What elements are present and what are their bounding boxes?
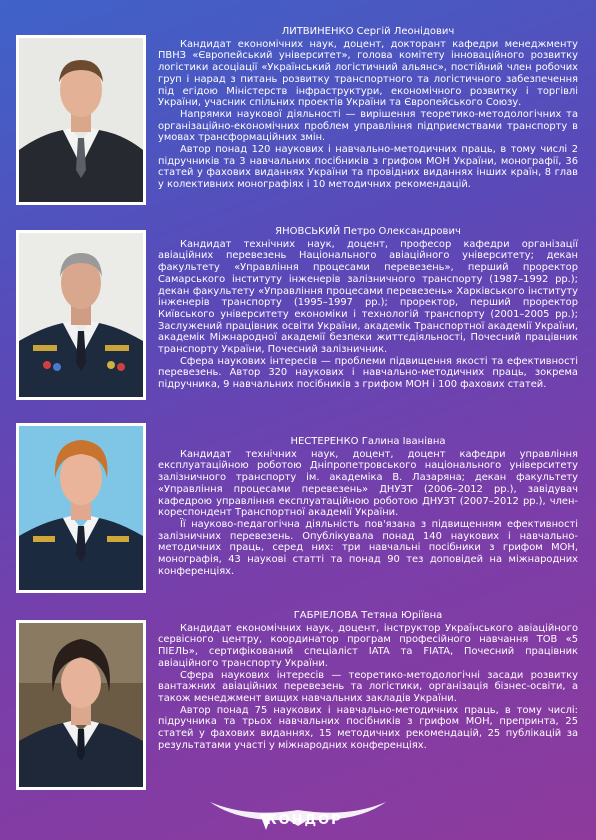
portrait-image — [19, 233, 143, 397]
bio-paragraph: Сфера наукових інтересів — теоретико-методологічні засади розвитку вантажних авіаційних перевезень та логістики, організація бізнес-освіти, а також менеджмент вищих навчальних закладів України. — [158, 669, 578, 704]
bio-paragraph: Автор понад 75 наукових і навчально-методичних праць, в тому числі: підручника та трьох навчальних посібників з грифом МОН, препринта, 25 статей у фахових виданнях, 15 методичних рекомендацій, 25 публікацій за результатами участі у міжнародних конференціях. — [158, 704, 578, 751]
person-name: ЯНОВСЬКИЙ Петро Олександрович — [275, 226, 461, 237]
person-name: НЕСТЕРЕНКО Галина Іванівна — [290, 436, 446, 447]
portrait-photo-lytvynenko — [16, 35, 146, 205]
bio-gabrielova — [158, 610, 578, 751]
portrait-image — [19, 623, 143, 787]
bio-paragraph: Напрямки наукової діяльності — вирішення теоретико-методологічних та організаційно-економічних проблем управління підприємствами транспорту в умовах трансформаційних змін. — [158, 108, 578, 144]
bio-paragraph: Кандидат технічних наук, доцент, професор кафедри організації авіаційних перевезень Національного авіаційного університету; декан факультету «Управління процесами перевезень», перший проректор Самарського інституту інженерів залізничного транспорту (1987–1992 рр.); декан факультету «Управління процесами перевезень» Харківського інституту інженерів транспорту (1995–1997 рр.); проректор, перший проректор Київського університету економіки і технологій транспорту (2001–2005 рр.); Заслужений працівник освіти України, академік Транспортної академії України, академік Міжнародної академії безпеки життєдіяльності, Почесний працівник транспорту України, Почесний залізничник. — [158, 238, 578, 356]
person-name: ГАБРІЕЛОВА Тетяна Юріївна — [293, 610, 443, 621]
bio-paragraph: Кандидат технічних наук, доцент, доцент кафедри управління експлуатаційною роботою Дніпропетровського національного університету залізничного транспорту ім. академіка В. Лазаряна; декан факультету «Управління процесами перевезень» ДНУЗТ (2006–2012 рр.), завідувач кафедрою управління експлуатаційною роботою ДНУЗТ (2007–2012 рр.), член-кореспондент Транспортної академії України. — [158, 448, 578, 519]
bio-nesterenko — [158, 436, 578, 577]
portrait-image — [19, 38, 143, 202]
kondor-logo — [208, 796, 388, 836]
bio-paragraph: Кандидат економічних наук, доцент, інструктор Українського авіаційного сервісного центру, координатор програм професійного навчання ТОВ «5 ПІЕЛЬ», сертифікований спеціаліст IATA та FIATA, Почесний працівник авіаційного транспорту України. — [158, 622, 578, 669]
portrait-photo-gabrielova — [16, 620, 146, 790]
person-name: ЛИТВИНЕНКО Сергій Леонідович — [281, 26, 455, 37]
bio-paragraph: Автор понад 120 наукових і навчально-методичних праць, в тому числі 2 підручників та 3 навчальних посібників з грифом МОН України, монографії, 36 статей у фахових виданнях України та провідних виданнях інших країн, 8 глав у колективних монографіях і 10 методичних рекомендацій. — [158, 144, 578, 191]
logo-text: КОНДОР — [266, 813, 343, 828]
bio-yanovskyi — [158, 226, 578, 391]
portrait-photo-nesterenko — [16, 423, 146, 593]
bio-paragraph: Її науково-педагогічна діяльність пов'язана з підвищенням ефективності залізничних перевезень. Опублікувала понад 140 наукових і навчально-методичних праць, серед них: три навчальні посібники з грифом МОН, монографія, 43 наукові статті та понад 90 тез доповідей на міжнародних конференціях. — [158, 518, 578, 577]
bio-lytvynenko — [158, 26, 578, 191]
bio-paragraph: Кандидат економічних наук, доцент, докторант кафедри менеджменту ПВНЗ «Європейський університет», голова комітету інноваційного розвитку логістики асоціації «Український логістичний альянс», постійний член робочих груп і нарад з питань розвитку транспортного та логістичного забезпечення під егідою Міністерств інфраструктури, економічного розвитку і торгівлі України, учасник спільних проектів України та Європейського Союзу. — [158, 38, 578, 109]
portrait-photo-yanovskyi — [16, 230, 146, 400]
portrait-image — [19, 426, 143, 590]
bio-paragraph: Сфера наукових інтересів — проблеми підвищення якості та ефективності перевезень. Автор 320 наукових і навчально-методичних праць, зокрема підручника, 9 навчальних посібників з грифом МОН і 100 фахових статей. — [158, 355, 578, 391]
